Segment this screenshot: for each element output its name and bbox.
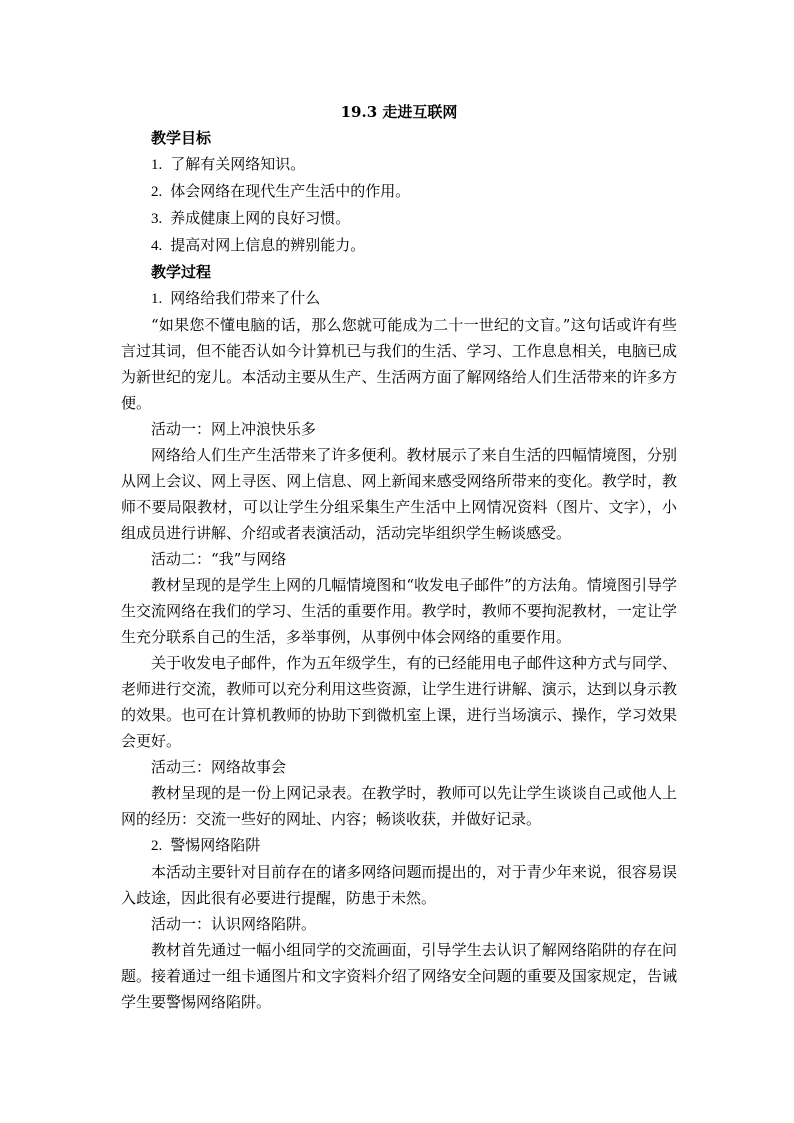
activity1-text: 网络给人们生产生活带来了许多便利。教材展示了来自生活的四幅情境图，分别从网上会议、网上寻医、网上信息、网上新闻来感受网络所带来的变化。教学时，教师不要局限教材，可以让学生分组采集生产生活中上网情况资料（图片、文字），小组成员进行讲解、介绍或者表演活动，活动完毕组织学生畅谈感受。 [121, 446, 677, 542]
objective-item [121, 232, 677, 259]
part2-intro: 本活动主要针对目前存在的诸多网络问题而提出的，对于青少年来说，很容易误入歧途，因此很有必要进行提醒，防患于未然。 [121, 863, 677, 907]
activity2-text-1: 教材呈现的是学生上网的几幅情境图和“收发电子邮件”的方法角。情境图引导学生交流网络在我们的学习、生活的重要作用。教学时，教师不要拘泥教材，一定让学生充分联系自己的生活，多举事例，从事例中体会网络的重要作用。 [121, 576, 677, 646]
objective-number: 2. [151, 184, 163, 200]
part2-activity1-title: 活动一：认识网络陷阱。 [151, 915, 317, 933]
document-body [121, 99, 677, 1015]
objective-number: 1. [151, 157, 163, 173]
page-title: 19.3 走进互联网 [340, 103, 458, 121]
objective-item [121, 205, 677, 232]
activity2-text-2: 关于收发电子邮件，作为五年级学生，有的已经能用电子邮件这种方式与同学、老师进行交流，教师可以充分利用这些资源，让学生进行讲解、演示，达到以身示教的效果。也可在计算机教师的协助下到微机室上课，进行当场演示、操作，学习效果会更好。 [121, 654, 677, 750]
process-heading: 教学过程 [151, 263, 212, 281]
part2-number: 2. [151, 838, 163, 854]
objective-text: 提高对网上信息的辨别能力。 [170, 236, 366, 254]
activity2-title: 活动二：“我”与网络 [151, 550, 287, 568]
objectives-heading: 教学目标 [151, 129, 212, 147]
objective-number: 4. [151, 238, 163, 254]
activity3-text: 教材呈现的是一份上网记录表。在教学时，教师可以先让学生谈谈自己或他人上网的经历：交流一些好的网址、内容；畅谈收获，并做好记录。 [121, 784, 677, 828]
part2-title [121, 832, 677, 859]
part1-number: 1. [151, 291, 163, 307]
objective-item [121, 151, 677, 178]
part2-title-text: 警惕网络陷阱 [170, 836, 261, 854]
objective-text: 了解有关网络知识。 [170, 155, 306, 173]
activity3-title: 活动三：网络故事会 [151, 758, 287, 776]
objective-number: 3. [151, 211, 163, 227]
part1-title-text: 网络给我们带来了什么 [170, 289, 321, 307]
objective-item [121, 178, 677, 205]
part1-title [121, 285, 677, 312]
objective-text: 养成健康上网的良好习惯。 [170, 209, 351, 227]
part2-activity1-text: 教材首先通过一幅小组同学的交流画面，引导学生去认识了解网络陷阱的存在问题。接着通过一组卡通图片和文字资料介绍了网络安全问题的重要及国家规定，告诫学生要警惕网络陷阱。 [121, 941, 677, 1011]
objective-text: 体会网络在现代生产生活中的作用。 [170, 182, 411, 200]
activity1-title: 活动一：网上冲浪快乐多 [151, 420, 317, 438]
part1-intro: “如果您不懂电脑的话，那么您就可能成为二十一世纪的文盲。”这句话或许有些言过其词，但不能否认如今计算机已与我们的生活、学习、工作息息相关，电脑已成为新世纪的宠儿。本活动主要从生产、生活两方面了解网络给人们生活带来的许多方便。 [121, 316, 677, 412]
